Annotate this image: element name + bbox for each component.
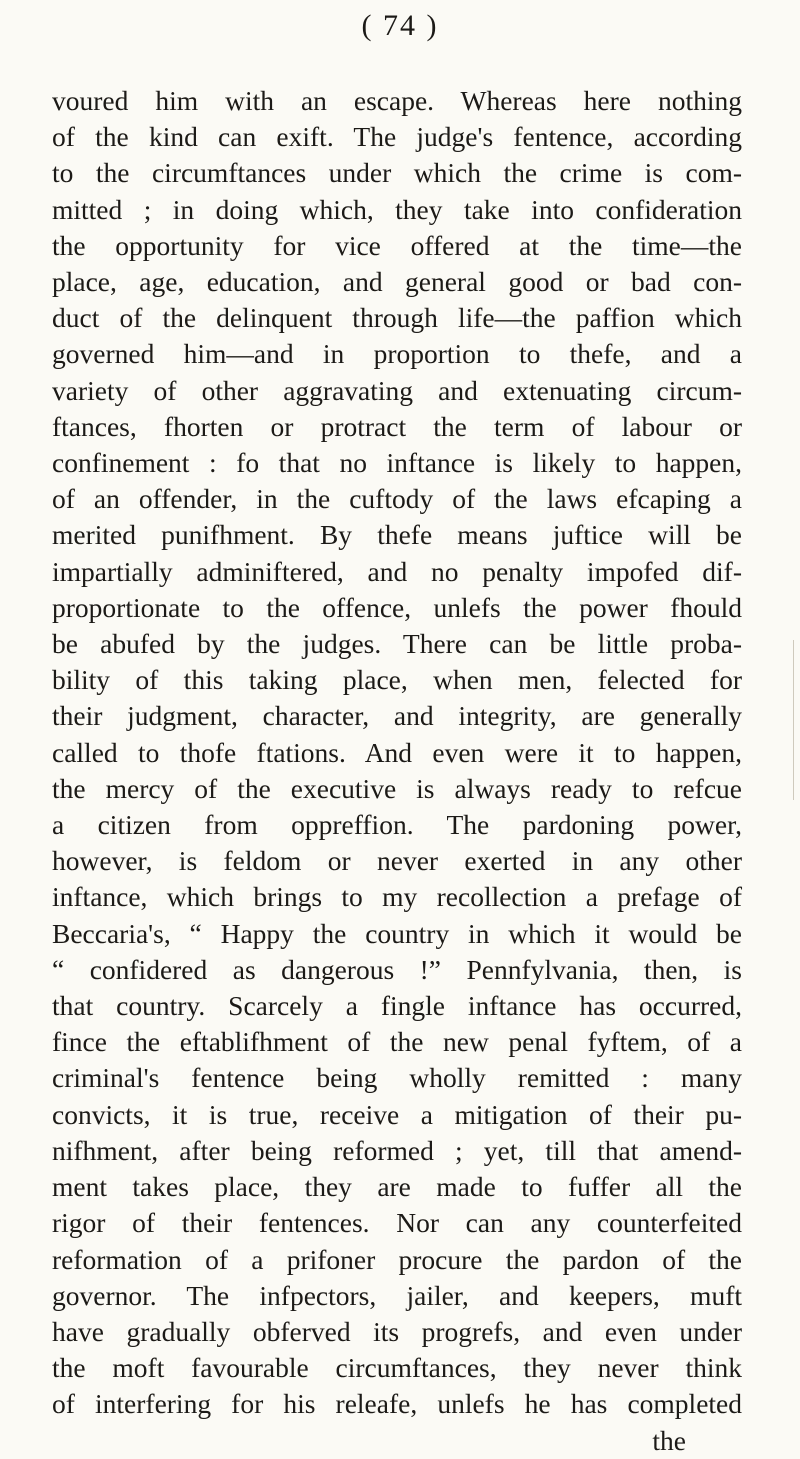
text-line: governed him—and in proportion to thefe, and a	[52, 338, 742, 370]
text-line: the moft favourable circumftances, they never think	[52, 1352, 742, 1384]
text-line: of interfering for his releafe, unlefs he has completed	[52, 1388, 742, 1420]
page-edge-shadow	[790, 640, 794, 800]
text-line: voured him with an escape. Whereas here nothing	[52, 85, 742, 116]
text-line: called to thofe ftations. And even were it to happen,	[52, 736, 742, 768]
text-line: duct of the delinquent through life—the paffion which	[52, 302, 742, 334]
text-line: nifhment, after being reformed ; yet, till that amend-	[52, 1134, 742, 1166]
text-line: to the circumftances under which the crime is com-	[52, 157, 742, 189]
text-line: fince the eftablifhment of the new penal fyftem, of a	[52, 1026, 742, 1058]
text-line: mitted ; in doing which, they take into confideration	[52, 193, 742, 225]
catchword: the	[652, 1424, 686, 1456]
text-line: convicts, it is true, receive a mitigation of their pu-	[52, 1098, 742, 1130]
text-line: merited punifhment. By thefe means juftice will be	[52, 519, 742, 551]
page-number: ( 74 )	[361, 9, 439, 42]
text-line: confinement : fo that no inftance is likely to happen,	[52, 447, 742, 479]
text-line: the opportunity for vice offered at the time—the	[52, 229, 742, 261]
body-text	[52, 83, 742, 1459]
text-line-quote: “ confidered as dangerous !” Pennfylvania, then, is	[52, 953, 742, 985]
text-line: be abufed by the judges. There can be little proba-	[52, 628, 742, 660]
text-line: however, is feldom or never exerted in any other	[52, 845, 742, 877]
text-line: that country. Scarcely a fingle inftance has occurred,	[52, 990, 742, 1022]
text-line: a citizen from oppreffion. The pardoning power,	[52, 809, 742, 841]
text-line: ftances, fhorten or protract the term of labour or	[52, 410, 742, 442]
text-line: impartially adminiftered, and no penalty impofed dif-	[52, 555, 742, 587]
text-line: their judgment, character, and integrity, are generally	[52, 700, 742, 732]
text-line: variety of other aggravating and extenuating circum-	[52, 374, 742, 406]
text-line: ment takes place, they are made to fuffer all the	[52, 1171, 742, 1203]
text-line: reformation of a prifoner procure the pardon of the	[52, 1243, 742, 1275]
text-line: governor. The infpectors, jailer, and keepers, muft	[52, 1279, 742, 1311]
text-line: criminal's fentence being wholly remitted : many	[52, 1062, 742, 1094]
text-line: rigor of their fentences. Nor can any counterfeited	[52, 1207, 742, 1239]
text-line: have gradually obferved its progrefs, and even under	[52, 1315, 742, 1347]
text-line: proportionate to the offence, unlefs the power fhould	[52, 591, 742, 623]
text-line: of the kind can exift. The judge's fentence, according	[52, 121, 742, 153]
text-line: of an offender, in the cuftody of the laws efcaping a	[52, 483, 742, 515]
text-line: bility of this taking place, when men, felected for	[52, 664, 742, 696]
text-line: place, age, education, and general good or bad con-	[52, 266, 742, 298]
text-line: the mercy of the executive is always ready to refcue	[52, 772, 742, 804]
text-line: inftance, which brings to my recollection a prefage of	[52, 881, 742, 913]
text-line-quote: Beccaria's, “ Happy the country in which it would be	[52, 917, 742, 949]
